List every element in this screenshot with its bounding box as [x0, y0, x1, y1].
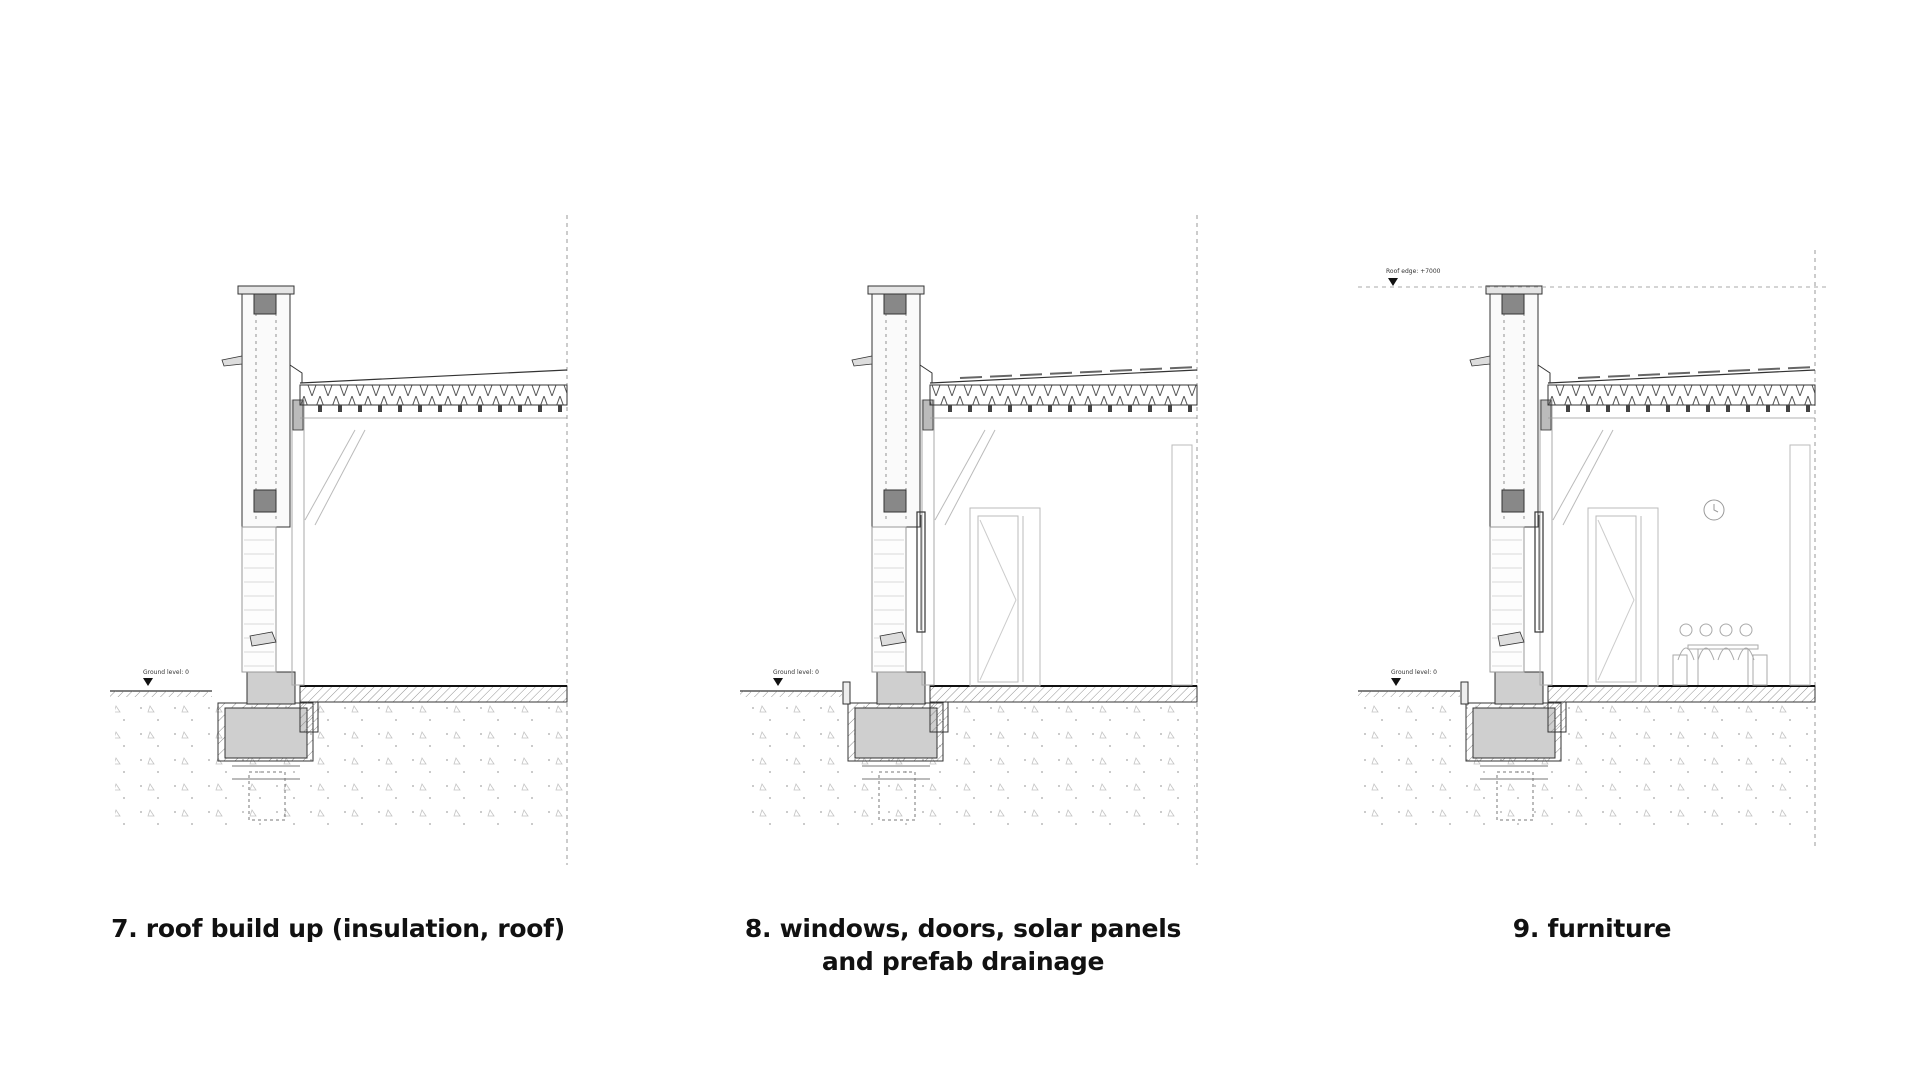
side-window — [1790, 445, 1810, 685]
caption-step-7 — [58, 912, 618, 945]
person-body — [1678, 648, 1694, 660]
wall-brick-lower — [242, 527, 276, 672]
roof-joist — [1806, 405, 1810, 412]
solar-panel — [1020, 374, 1042, 375]
lintel-beam — [1502, 490, 1524, 512]
solar-panel — [1788, 367, 1810, 368]
section-panel-step-8 — [740, 215, 1197, 865]
solar-panel — [1638, 374, 1660, 375]
roof-joist — [498, 405, 502, 412]
caption-line: 8. windows, doors, solar panels — [744, 914, 1182, 943]
section-panel-step-9 — [1358, 250, 1828, 850]
chair — [1673, 655, 1687, 685]
roof-joist — [1566, 405, 1570, 412]
caption-line: and prefab drainage — [821, 947, 1105, 976]
roof-insulation — [1548, 385, 1815, 405]
ground-hatch — [740, 691, 842, 697]
roof-joist — [968, 405, 972, 412]
interior-lining — [1540, 400, 1552, 685]
roof-joist — [378, 405, 382, 412]
lintel-beam — [884, 490, 906, 512]
person-head — [1680, 624, 1692, 636]
solar-panel — [1578, 377, 1600, 378]
roof-joist — [318, 405, 322, 412]
top-beam — [1502, 294, 1524, 314]
roof-joist — [1168, 405, 1172, 412]
ground-level-label: Ground level: 0 — [143, 669, 189, 676]
brace — [305, 430, 355, 520]
solar-panel — [990, 376, 1012, 377]
soil-texture — [1363, 700, 1813, 825]
solar-panel — [1140, 369, 1162, 370]
solar-panel — [1170, 367, 1192, 368]
foundation-plinth — [877, 672, 925, 704]
foundation-plinth — [1495, 672, 1543, 704]
roof-joist — [1028, 405, 1032, 412]
ground-level-triangle — [773, 678, 783, 686]
roof-edge — [920, 365, 932, 383]
roof-joist — [1766, 405, 1770, 412]
door-swing — [980, 520, 1016, 680]
bracket — [852, 356, 872, 366]
ground-level-label: Ground level: 0 — [773, 669, 819, 676]
roof-joist — [1148, 405, 1152, 412]
bracket — [1470, 356, 1490, 366]
floor-slab — [1548, 686, 1815, 702]
ground-hatch — [110, 691, 212, 697]
solar-panel — [1080, 371, 1102, 372]
roof-top — [930, 370, 1197, 383]
solar-panel — [1608, 376, 1630, 377]
roof-joist — [398, 405, 402, 412]
foundation-plinth — [247, 672, 295, 704]
roof-joist — [538, 405, 542, 412]
door-leaf — [1596, 516, 1636, 682]
roof-insulation — [300, 385, 567, 405]
roof-joist — [1646, 405, 1650, 412]
floor-slab — [300, 686, 567, 702]
roof-edge-triangle — [1388, 278, 1398, 286]
top-beam — [884, 294, 906, 314]
wall-brick-lower — [872, 527, 906, 672]
person-body — [1698, 648, 1714, 660]
roof-joist — [438, 405, 442, 412]
slab-edge — [300, 702, 318, 732]
foundation-concrete — [1473, 708, 1555, 758]
solar-panel — [1758, 369, 1780, 370]
roof-insulation — [930, 385, 1197, 405]
roof-top — [1548, 370, 1815, 383]
wall-cap — [238, 286, 294, 294]
door-swing — [1598, 520, 1634, 680]
roof-joist — [1686, 405, 1690, 412]
brace — [315, 430, 365, 525]
lintel-beam — [254, 490, 276, 512]
roof-joist — [1128, 405, 1132, 412]
roof-joist — [1008, 405, 1012, 412]
roof-joist — [358, 405, 362, 412]
caption-step-9 — [1312, 912, 1872, 945]
person-head — [1740, 624, 1752, 636]
roof-joist — [1586, 405, 1590, 412]
roof-edge — [290, 365, 302, 383]
foundation-concrete — [855, 708, 937, 758]
roof-joist — [1108, 405, 1112, 412]
roof-joist — [1088, 405, 1092, 412]
solar-panel — [1050, 373, 1072, 374]
person-head — [1720, 624, 1732, 636]
roof-joist — [518, 405, 522, 412]
roof-joist — [1706, 405, 1710, 412]
roof-joist — [1746, 405, 1750, 412]
roof-joist — [1786, 405, 1790, 412]
roof-joist — [1726, 405, 1730, 412]
roof-edge-label: Roof edge: +7000 — [1386, 268, 1441, 275]
caption-step-8 — [683, 912, 1243, 978]
soil-texture — [745, 700, 1195, 825]
roof-top — [300, 370, 567, 383]
roof-joist — [1606, 405, 1610, 412]
roof-joist — [338, 405, 342, 412]
interior-lining — [292, 400, 304, 685]
interior-lining — [922, 400, 934, 685]
door-frame — [970, 508, 1040, 686]
brace — [935, 430, 985, 520]
roof-joist — [948, 405, 952, 412]
slab-edge — [1548, 702, 1566, 732]
solar-panel — [1668, 373, 1690, 374]
ground-level-label: Ground level: 0 — [1391, 669, 1437, 676]
roof-edge — [1538, 365, 1550, 383]
roof-joist — [478, 405, 482, 412]
section-panel-step-7 — [110, 215, 567, 865]
prefab-drainage — [1461, 682, 1468, 704]
prefab-drainage — [843, 682, 850, 704]
solar-panel — [1728, 370, 1750, 371]
roof-joist — [1626, 405, 1630, 412]
solar-panel — [1698, 371, 1720, 372]
person-body — [1738, 648, 1754, 660]
roof-joist — [988, 405, 992, 412]
wall-cap — [868, 286, 924, 294]
top-beam — [254, 294, 276, 314]
floor-slab — [930, 686, 1197, 702]
ground-level-triangle — [143, 678, 153, 686]
roof-joist — [1188, 405, 1192, 412]
foundation-concrete — [225, 708, 307, 758]
door-leaf — [978, 516, 1018, 682]
slab-edge — [930, 702, 948, 732]
roof-joist — [1048, 405, 1052, 412]
roof-joist — [458, 405, 462, 412]
bracket — [222, 356, 242, 366]
person-head — [1700, 624, 1712, 636]
caption-line: 9. furniture — [1512, 914, 1672, 943]
roof-joist — [558, 405, 562, 412]
roof-joist — [1666, 405, 1670, 412]
chair — [1753, 655, 1767, 685]
soil-texture — [115, 700, 565, 825]
door-frame — [1588, 508, 1658, 686]
brace — [1553, 430, 1603, 520]
side-window — [1172, 445, 1192, 685]
caption-line: 7. roof build up (insulation, roof) — [111, 914, 565, 943]
roof-joist — [418, 405, 422, 412]
clock-hands — [1714, 504, 1718, 512]
ground-level-triangle — [1391, 678, 1401, 686]
ground-hatch — [1358, 691, 1460, 697]
wall-brick-lower — [1490, 527, 1524, 672]
person-body — [1718, 648, 1734, 660]
roof-joist — [1068, 405, 1072, 412]
solar-panel — [1110, 370, 1132, 371]
solar-panel — [960, 377, 982, 378]
